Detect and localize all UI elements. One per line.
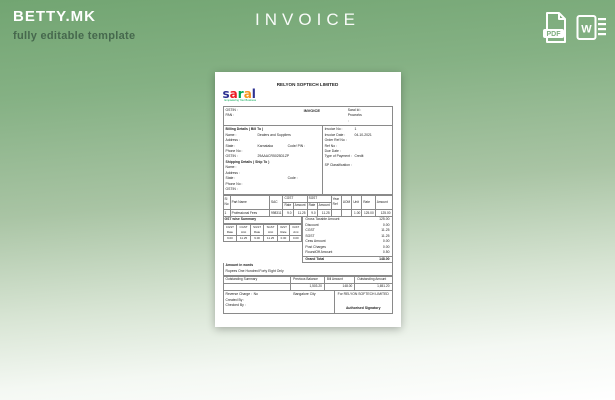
logo-letter: l xyxy=(251,87,256,102)
item-cell xyxy=(331,210,341,217)
gst-summary-title: GST wise Summary xyxy=(223,217,303,223)
col-header: CGST Rate xyxy=(223,224,237,235)
grand-total-row xyxy=(303,256,391,262)
field-label: Code : xyxy=(288,176,311,181)
field-label: Invoice Date : xyxy=(325,133,355,138)
footer-city: Bangalore City xyxy=(293,292,316,297)
field-value: 11.25 xyxy=(381,233,390,238)
field-label: CGST xyxy=(305,228,315,233)
col-header: SGST Rate xyxy=(250,224,264,235)
col-header: Bill Amount xyxy=(324,276,354,283)
field-value: Credit xyxy=(354,154,364,159)
outstanding-cell: 1,503.20 xyxy=(291,283,325,290)
field-label: Address : xyxy=(226,171,258,176)
field-label: RoundOff Amount xyxy=(305,250,333,255)
outstanding-cell xyxy=(223,283,291,290)
col-header: Rate xyxy=(283,202,293,209)
billing-shipping-column xyxy=(224,126,323,193)
summary-section xyxy=(223,217,393,263)
col-header: Amount xyxy=(293,202,307,209)
item-cell: 9.0 xyxy=(283,210,293,217)
item-cell: 11.25 xyxy=(317,210,331,217)
logo-letter: r xyxy=(237,87,244,102)
item-cell: 9.0 xyxy=(307,210,317,217)
outstanding-cell: 1,651.20 xyxy=(355,283,392,290)
word-file-icon xyxy=(576,11,607,44)
field-value: 0.00 xyxy=(382,222,390,227)
items-header-row xyxy=(223,195,392,202)
field-label: PAN : xyxy=(226,113,243,118)
brand-logo: BETTY.MK xyxy=(13,8,96,25)
gst-header-row xyxy=(223,224,302,235)
field-label: GSTIN : xyxy=(226,187,258,192)
field-label: Reverse Charge : xyxy=(226,292,254,297)
logo-letter: a xyxy=(243,87,252,102)
field-label: Cess Amount xyxy=(305,239,326,244)
top-left-cell xyxy=(224,107,278,125)
top-right-cell xyxy=(346,107,392,125)
gst-cell: 0.00 xyxy=(290,235,302,241)
field-label: Proworks : xyxy=(348,113,362,124)
col-header: CGST xyxy=(283,195,307,202)
item-cell: 1.00 xyxy=(352,210,362,217)
col-header: Outstanding Summary xyxy=(223,276,291,283)
field-value: 125.00 xyxy=(379,217,390,222)
amount-words-label: Amount in words xyxy=(225,263,254,268)
field-label: Address : xyxy=(226,138,258,143)
invoice-top-row xyxy=(223,106,393,126)
col-header: Previous Balance xyxy=(291,276,325,283)
word-download-button[interactable] xyxy=(576,11,607,49)
footer-left xyxy=(224,291,292,313)
gst-cell: 11.25 xyxy=(237,235,250,241)
gst-cell: 11.25 xyxy=(264,235,277,241)
gst-value-row xyxy=(223,235,302,241)
company-name: RELYON SOFTECH LIMITED xyxy=(276,82,339,87)
item-cell: 11.25 xyxy=(293,210,307,217)
field-value: 0.00 xyxy=(382,239,390,244)
field-label: Invoice No : xyxy=(325,127,355,132)
item-cell: 998311 xyxy=(269,210,283,217)
col-header: IGST Amt xyxy=(290,224,302,235)
logo-letter: s xyxy=(222,87,230,102)
outstanding-value-row xyxy=(223,283,392,290)
grand-total-label: Grand Total xyxy=(305,256,325,261)
field-value: Karnataka xyxy=(257,143,273,148)
field-value: 1 xyxy=(354,127,357,132)
download-icons xyxy=(542,11,607,49)
col-header: SAC xyxy=(269,195,283,210)
field-value: No xyxy=(253,292,258,297)
field-label: State : xyxy=(226,176,258,181)
invoice-meta-column xyxy=(323,126,392,193)
page-title: INVOICE xyxy=(255,10,360,29)
amount-in-words xyxy=(223,263,393,276)
created-by-label: Created By : xyxy=(225,297,245,302)
gst-cell: 9.00 xyxy=(250,235,264,241)
shipping-title: Shipping Details ( Ship To ) xyxy=(225,159,270,164)
gst-cell: 0.00 xyxy=(277,235,290,241)
field-label: GSTIN : xyxy=(226,154,258,159)
field-label: Post Charges xyxy=(305,244,326,249)
word-label: W xyxy=(581,23,592,36)
field-value: 0.50 xyxy=(382,250,390,255)
saral-logo-tagline: Empowering Your Business xyxy=(224,99,257,103)
col-header: SGST Amt xyxy=(264,224,277,235)
saral-logo xyxy=(223,88,393,103)
col-header: Unit xyxy=(352,195,362,210)
col-header: CGST Amt xyxy=(237,224,250,235)
field-label: Ref No : xyxy=(325,144,355,149)
field-value xyxy=(243,113,276,118)
field-label: Order Ref No : xyxy=(325,138,355,143)
invoice-preview[interactable] xyxy=(215,72,401,327)
grand-total-value: 148.00 xyxy=(379,256,390,261)
checked-by-label: Checked By : xyxy=(225,302,246,307)
pdf-file-icon xyxy=(542,11,569,44)
invoice-footer xyxy=(223,291,393,314)
for-company-label: For RELYON SOFTECH LIMITED xyxy=(337,292,389,297)
gst-summary-table xyxy=(223,224,303,242)
item-cell: Professional Fees xyxy=(230,210,269,217)
gst-cell: 9.00 xyxy=(223,235,237,241)
item-cell: 125.00 xyxy=(375,210,392,217)
field-label: Code/ PIN : xyxy=(288,144,311,149)
field-value: Dealers and Suppliers xyxy=(257,132,291,137)
item-cell: 125.00 xyxy=(362,210,375,217)
authorised-signatory-label: Authorised Signatory xyxy=(345,305,381,310)
col-header: Rate xyxy=(362,195,375,210)
field-label: Due Date : xyxy=(325,149,355,154)
col-header: Amount xyxy=(317,202,331,209)
field-value: 04-10-2021 xyxy=(354,132,372,137)
field-label: Name : xyxy=(226,133,258,138)
col-header: UOM xyxy=(341,195,351,210)
meta-row xyxy=(325,154,390,159)
col-header: Outstanding Amount xyxy=(355,276,392,283)
meta-row xyxy=(325,163,390,168)
invoice-doc-title: INVOICE xyxy=(303,107,321,113)
field-label: SGST xyxy=(305,233,315,238)
field-label: Discount xyxy=(305,222,319,227)
field-label: Name : xyxy=(226,165,258,170)
amount-words-text: Rupees One Hundred Forty Eight Only xyxy=(225,268,284,273)
details-section xyxy=(223,126,393,194)
outstanding-header-row xyxy=(223,276,392,283)
logo-letter: a xyxy=(229,87,238,102)
field-value: 29AAACR5025D1ZP xyxy=(257,154,290,159)
outstanding-cell: 148.00 xyxy=(324,283,354,290)
col-header: Part Name xyxy=(230,195,269,210)
item-row xyxy=(223,210,392,217)
brand-tagline: fully editable template xyxy=(13,30,136,42)
gst-summary xyxy=(223,217,303,263)
field-value: 0.00 xyxy=(382,244,390,249)
col-header: Year Ref xyxy=(331,195,341,210)
field-value xyxy=(257,187,319,192)
field-value xyxy=(354,163,389,168)
outstanding-table xyxy=(223,276,393,291)
items-table xyxy=(223,195,393,218)
field-label: Gross Taxable Amount xyxy=(305,217,340,222)
item-cell: 1 xyxy=(223,210,230,217)
col-header: Sl No xyxy=(223,195,230,210)
item-cell xyxy=(341,210,351,217)
field-value xyxy=(362,113,390,124)
field-value: 11.25 xyxy=(381,228,390,233)
col-header: Rate xyxy=(307,202,317,209)
col-header: IGST Rate xyxy=(277,224,290,235)
shipping-row xyxy=(226,187,320,192)
pdf-download-button[interactable] xyxy=(542,11,569,49)
field-label: Type of Payment : xyxy=(325,154,355,159)
pdf-label: PDF xyxy=(546,31,561,39)
field-label: SP Classification : xyxy=(325,163,355,168)
field-label: State : xyxy=(226,144,258,149)
totals-box xyxy=(302,217,392,263)
field-label: GSTIN : xyxy=(226,108,243,113)
col-header: Amount xyxy=(375,195,392,210)
field-label: Saral Id : xyxy=(348,108,362,113)
footer-signature-block xyxy=(334,291,392,313)
field-label: Phone No : xyxy=(226,149,258,154)
col-header: SGST xyxy=(307,195,331,202)
billing-title: Billing Details ( Bill To ) xyxy=(225,127,264,132)
field-label: Phone No : xyxy=(226,182,258,187)
